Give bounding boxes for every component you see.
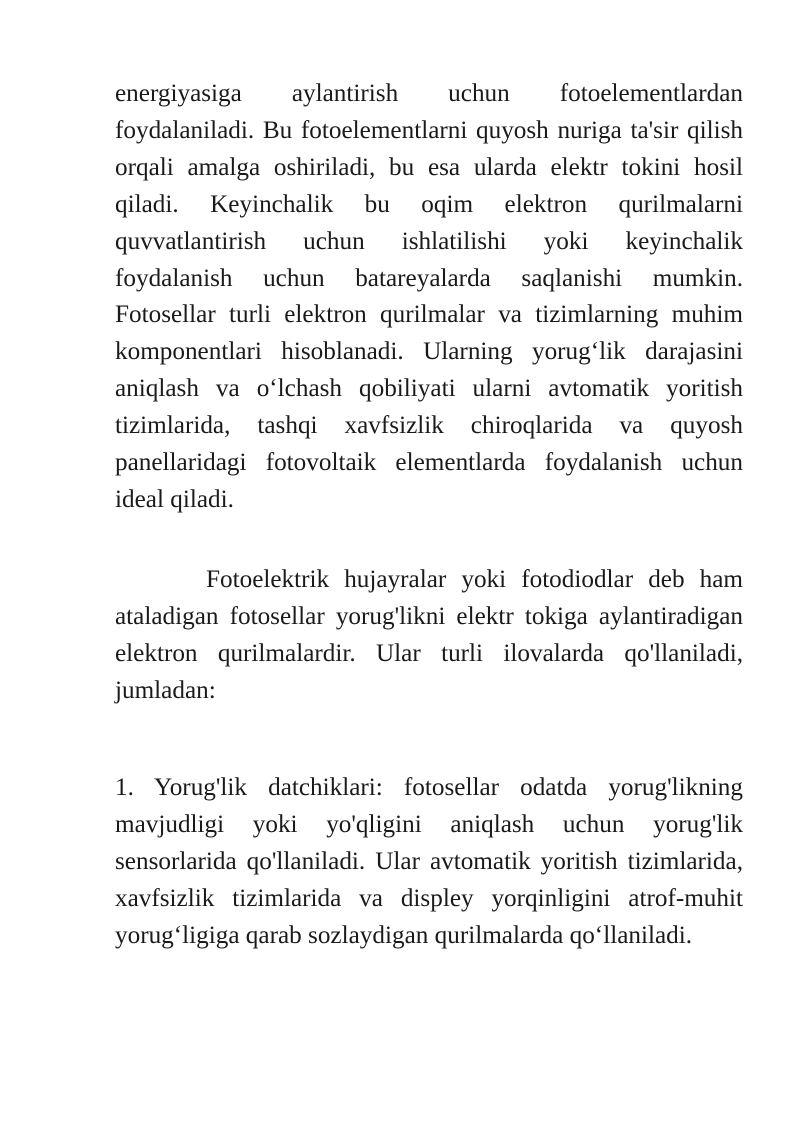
paragraph-fotoelementlar: energiyasiga aylantirish uchun fotoelementlardan foydalaniladi. Bu fotoelementlarni quyosh nuriga ta'sir qilish orqali amalga oshiriladi, bu esa ularda elektr tokini hosil qiladi. Keyinchalik bu oqim elektron qurilmalarni quvvatlantirish uchun ishlatilishi yoki keyinchalik foydalanish uchun batareyalarda saqlanishi mumkin. Fotosellar turli elektron qurilmalar va tizimlarning muhim komponentlari hisoblanadi. Ularning yorug‘lik darajasini aniqlash va o‘lchash qobiliyati ularni avtomatik yoritish tizimlarida, tashqi xavfsizlik chiroqlarida va quyosh panellaridagi fotovoltaik elementlarda foydalanish uchun ideal qiladi.: [115, 80, 743, 513]
list-item-yoruglik-datchiklari: 1. Yorug'lik datchiklari: fotosellar odatda yorug'likning mavjudligi yoki yo'qligini aniqlash uchun yorug'lik sensorlarida qo'llaniladi. Ular avtomatik yoritish tizimlarida, xavfsizlik tizimlarida va displey yorqinligini atrof-muhit yorug‘ligiga qarab sozlaydigan qurilmalarda qo‘llaniladi.: [115, 774, 743, 949]
paragraph-fotosellar: Fotoelektrik hujayralar yoki fotodiodlar deb ham ataladigan fotosellar yorug'likni elektr tokiga aylantiradigan elektron qurilmalardir. Ular turli ilovalarda qo'llaniladi, jumladan:: [115, 566, 743, 704]
